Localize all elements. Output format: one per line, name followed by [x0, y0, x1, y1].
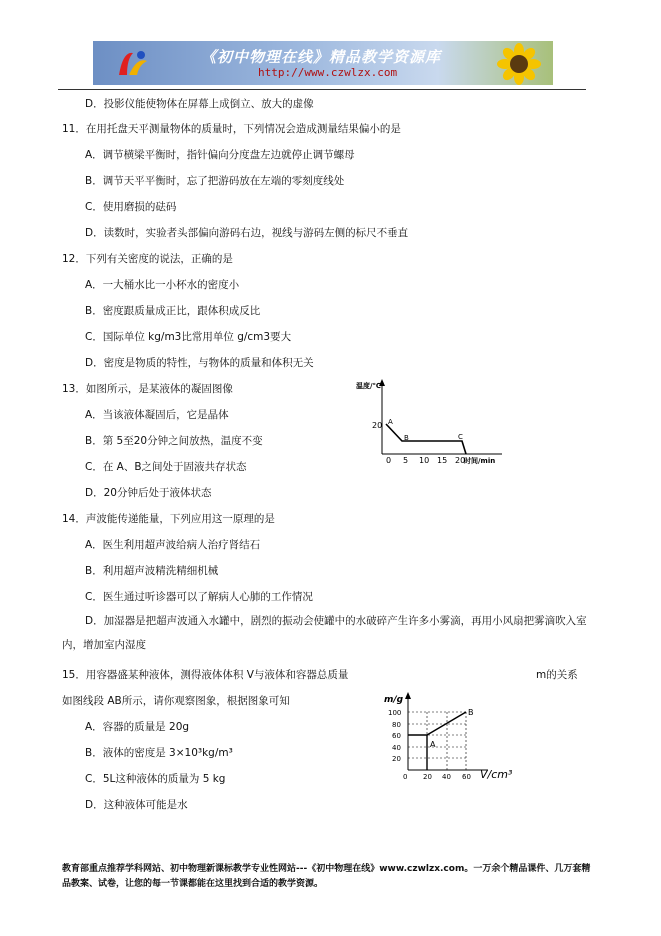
header-rule [58, 89, 586, 90]
q11-option-a: A．调节横梁平衡时，指针偏向分度盘左边就停止调节螺母 [85, 149, 355, 161]
question-13: 13．如图所示，是某液体的凝固图像 [62, 383, 233, 395]
g2-xlabel: V/cm³ [480, 768, 513, 781]
question-12: 12．下列有关密度的说法，正确的是 [62, 253, 233, 265]
g2-ytick-40: 40 [392, 744, 401, 752]
question-14: 14．声波能传递能量，下列应用这一原理的是 [62, 513, 275, 525]
g1-ylabel: 温度/℃ [356, 382, 382, 390]
g1-xtick-20: 20 [455, 456, 466, 465]
banner-url[interactable]: http://www.czwlzx.com [258, 66, 398, 79]
q11-option-b: B．调节天平平衡时，忘了把游码放在左端的零刻度线处 [85, 175, 345, 187]
g1-xtick-10: 10 [419, 456, 430, 465]
q13-option-c: C．在 A、B之间处于固液共存状态 [85, 461, 247, 473]
g2-ytick-60: 60 [392, 732, 401, 740]
question-15-cont: 如图线段 AB所示，请你观察图象，根据图象可知 [62, 695, 290, 707]
q11-option-d: D．读数时，实验者头部偏向游码右边，视线与游码左侧的标尺不垂直 [85, 227, 409, 239]
question-11: 11．在用托盘天平测量物体的质量时，下列情况会造成测量结果偏小的是 [62, 123, 401, 135]
q12-option-c: C．国际单位 kg/m3比常用单位 g/cm3要大 [85, 331, 292, 343]
q15-option-a: A．容器的质量是 20g [85, 721, 190, 733]
q14-option-d: D．加湿器是把超声波通入水罐中，剧烈的振动会使罐中的水破碎产生许多小雾滴，再用小风扇把雾滴吹入室内，增加室内湿度 [62, 615, 587, 651]
g1-point-a: A [388, 418, 393, 426]
g2-point-b: B [468, 708, 474, 717]
q13-option-a: A．当该液体凝固后，它是晶体 [85, 409, 229, 421]
q15-option-b: B．液体的密度是 3×10³kg/m³ [85, 747, 233, 759]
g1-xlabel: 时间/min [464, 457, 496, 465]
g2-xtick-20: 20 [423, 773, 432, 781]
g1-point-b: B [404, 434, 409, 442]
sunflower-icon [491, 43, 547, 85]
g1-y20: 20 [372, 421, 383, 430]
q15-option-c: C．5L这种液体的质量为 5 kg [85, 773, 226, 785]
banner-title: 《初中物理在线》精品教学资源库 [201, 48, 442, 66]
g1-origin: 0 [386, 456, 392, 465]
q12-option-a: A．一大桶水比一小杯水的密度小 [85, 279, 240, 291]
mass-volume-graph [380, 686, 530, 782]
g2-ytick-80: 80 [392, 721, 401, 729]
g2-ylabel: m/g [384, 695, 404, 705]
g2-line-ab [408, 712, 466, 735]
g2-point-a: A [430, 740, 436, 749]
option-d-prev: D．投影仪能使物体在屏幕上成倒立、放大的虚像 [85, 98, 314, 110]
g2-ytick-20: 20 [392, 755, 401, 763]
question-15: 15．用容器盛某种液体，测得液体体积 V与液体和容器总质量 [62, 669, 349, 681]
q14-option-c: C．医生通过听诊器可以了解病人心肺的工作情况 [85, 591, 313, 603]
solidification-graph [352, 376, 522, 470]
q11-option-c: C．使用磨损的砝码 [85, 201, 177, 213]
q15-option-d: D．这种液体可能是水 [85, 799, 188, 811]
header-banner [93, 41, 553, 85]
g2-origin: 0 [403, 773, 408, 781]
g1-xtick-5: 5 [403, 456, 409, 465]
q14-option-a: A．医生利用超声波给病人治疗肾结石 [85, 539, 261, 551]
q12-option-d: D．密度是物质的特性，与物体的质量和体积无关 [85, 357, 314, 369]
q12-option-b: B．密度跟质量成正比，跟体积成反比 [85, 305, 261, 317]
g1-curve [386, 424, 466, 454]
g2-xtick-60: 60 [462, 773, 471, 781]
page-footer: 教育部重点推荐学科网站、初中物理新课标教学专业性网站---《初中物理在线》www.czwlzx.com。一万余个精品课件、几万套精品教案、试卷，让您的每一节课都能在这里找到合适的教学资源。 [62, 864, 591, 889]
question-15-tail: m的关系 [536, 669, 578, 681]
g2-xtick-40: 40 [442, 773, 451, 781]
g1-point-c: C [458, 433, 463, 441]
site-logo-icon [113, 47, 153, 79]
q13-option-d: D．20分钟后处于液体状态 [85, 487, 212, 499]
g2-ytick-100: 100 [388, 709, 402, 717]
g2-y-arrow-icon [405, 692, 411, 699]
g1-xtick-15: 15 [437, 456, 448, 465]
q14-option-b: B．利用超声波精洗精细机械 [85, 565, 219, 577]
q13-option-b: B．第 5至20分钟之间放热，温度不变 [85, 435, 263, 447]
